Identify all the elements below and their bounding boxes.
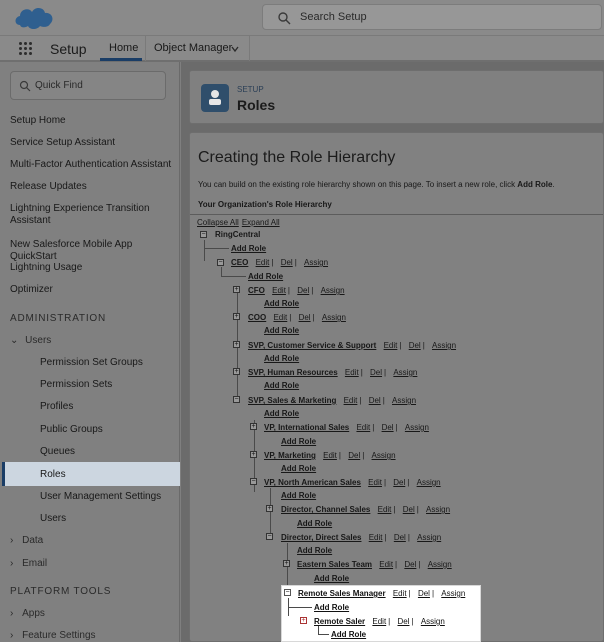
sep: |: [271, 258, 274, 267]
add-role-link[interactable]: Add Role: [248, 272, 284, 281]
assign-link[interactable]: Assign: [321, 313, 346, 322]
apps-group[interactable]: [10, 608, 45, 619]
assign-link[interactable]: Assign: [304, 258, 329, 267]
sep: |: [399, 341, 402, 350]
role-vp-international-sales: [264, 423, 429, 433]
del-link[interactable]: Del: [408, 341, 421, 350]
content-description: [198, 180, 555, 189]
role-cfo: [248, 286, 345, 296]
add-role-link[interactable]: Add Role: [281, 437, 317, 446]
data-group[interactable]: [10, 535, 43, 546]
tree-controls: [197, 218, 283, 227]
edit-link[interactable]: Edit: [344, 368, 359, 377]
role-name[interactable]: Eastern Sales Team: [297, 560, 373, 569]
sidebar-item-profiles[interactable]: Profiles: [40, 401, 74, 412]
breadcrumb-setup: SETUP: [237, 85, 264, 94]
sep: |: [338, 451, 341, 460]
sidebar-item-roles[interactable]: Roles: [40, 469, 66, 480]
sep: |: [408, 589, 411, 598]
role-name[interactable]: SVP, Customer Service & Support: [248, 341, 377, 350]
sidebar-item-release-updates[interactable]: Release Updates: [10, 181, 87, 192]
sidebar-item-permission-sets[interactable]: Permission Sets: [40, 379, 113, 390]
del-link[interactable]: Del: [368, 396, 381, 405]
chevron-down-icon: [231, 45, 239, 53]
sep: |: [416, 505, 419, 514]
role-name[interactable]: Director, Channel Sales: [281, 505, 371, 514]
role-ringcentral: [215, 230, 260, 240]
global-header: [0, 0, 604, 35]
tree-connector: [204, 240, 205, 261]
tree-connector: [318, 634, 329, 635]
expand-toggle[interactable]: +: [251, 423, 256, 430]
assign-link[interactable]: Assign: [393, 368, 418, 377]
add-role-link[interactable]: Add Role: [314, 574, 350, 583]
del-link[interactable]: Del: [370, 368, 383, 377]
role-director-direct-sales: [281, 533, 441, 543]
expand-all-link[interactable]: Expand All: [241, 218, 280, 227]
collapse-toggle[interactable]: −: [251, 478, 256, 485]
users-group-label: Users: [25, 335, 52, 346]
role-svp-customer-service: [248, 341, 456, 351]
del-link[interactable]: Del: [297, 286, 310, 295]
expand-toggle[interactable]: +: [234, 286, 239, 293]
add-role-link[interactable]: Add Role: [264, 354, 300, 363]
sep: |: [382, 396, 385, 405]
setup-sidebar: [0, 62, 180, 642]
sep: |: [411, 617, 414, 626]
edit-link[interactable]: Edit: [255, 258, 270, 267]
expand-toggle[interactable]: +: [267, 505, 272, 512]
role-name[interactable]: VP, International Sales: [264, 423, 350, 432]
sep: |: [359, 396, 362, 405]
expand-toggle[interactable]: +: [301, 617, 306, 624]
sidebar-item-public-groups[interactable]: Public Groups: [40, 424, 103, 435]
sidebar-item-user-management-settings[interactable]: User Management Settings: [40, 491, 162, 502]
app-nav-bar: [0, 35, 604, 62]
salesforce-logo[interactable]: [12, 3, 56, 33]
chevron-right-icon: ›: [10, 558, 14, 569]
add-role-link[interactable]: Add Role: [281, 491, 317, 500]
content-title: Creating the Role Hierarchy: [198, 149, 396, 166]
chevron-right-icon: ›: [10, 608, 14, 619]
assign-link[interactable]: Assign: [416, 478, 441, 487]
expand-toggle[interactable]: +: [234, 313, 239, 320]
users-group[interactable]: [10, 335, 51, 346]
edit-link[interactable]: Edit: [343, 396, 358, 405]
role-name[interactable]: SVP, Sales & Marketing: [248, 396, 337, 405]
assign-link[interactable]: Assign: [420, 617, 445, 626]
quick-find-placeholder: Quick Find: [35, 80, 83, 91]
sidebar-item-mfa-assistant[interactable]: Multi-Factor Authentication Assistant: [10, 159, 172, 170]
feature-settings-group-label: Feature Settings: [22, 630, 96, 641]
desc-text: You can build on the existing role hierarchy shown on this page. To insert a new role, click: [198, 180, 518, 189]
edit-link[interactable]: Edit: [379, 560, 394, 569]
data-group-label: Data: [22, 535, 44, 546]
expand-toggle[interactable]: +: [284, 560, 289, 567]
add-role-link[interactable]: Add Role: [264, 299, 300, 308]
role-eastern-sales-team: [297, 560, 452, 570]
quick-find-input[interactable]: [10, 71, 166, 100]
role-name[interactable]: SVP, Human Resources: [248, 368, 338, 377]
sidebar-item-lightning-usage[interactable]: Lightning Usage: [10, 262, 83, 273]
role-vp-north-american-sales: [264, 478, 441, 488]
collapse-toggle[interactable]: −: [285, 589, 290, 596]
edit-link[interactable]: Edit: [372, 617, 387, 626]
chevron-right-icon: ›: [10, 535, 14, 546]
del-link[interactable]: Del: [298, 313, 311, 322]
add-role-link[interactable]: Add Role: [297, 519, 333, 528]
chevron-down-icon: ⌄: [10, 335, 19, 346]
del-link[interactable]: Del: [348, 451, 361, 460]
collapse-toggle[interactable]: −: [201, 231, 206, 238]
role-name[interactable]: Remote Saler: [314, 617, 366, 626]
assign-link[interactable]: Assign: [392, 396, 417, 405]
search-placeholder: Search Setup: [300, 11, 367, 23]
role-remote-sales-manager: [298, 589, 465, 599]
sep: |: [422, 341, 425, 350]
feature-settings-group[interactable]: [10, 630, 96, 641]
edit-link[interactable]: Edit: [368, 478, 382, 487]
sep: |: [393, 505, 396, 514]
del-link[interactable]: Del: [393, 533, 406, 542]
edit-link[interactable]: Edit: [323, 451, 337, 460]
tab-object-manager[interactable]: [145, 36, 250, 61]
del-link[interactable]: Del: [417, 589, 430, 598]
role-name[interactable]: VP, North American Sales: [264, 478, 361, 487]
search-icon: [19, 80, 31, 92]
sep: |: [395, 423, 398, 432]
desc-suffix: .: [552, 180, 555, 189]
sep: |: [312, 313, 315, 322]
sep: |: [294, 258, 297, 267]
chevron-right-icon: ›: [10, 630, 14, 641]
tab-home[interactable]: Home: [100, 36, 142, 61]
del-link[interactable]: Del: [393, 478, 406, 487]
add-role-link[interactable]: Add Role: [231, 244, 267, 253]
collapse-toggle[interactable]: −: [267, 533, 272, 540]
sep: |: [384, 368, 387, 377]
sep: |: [388, 617, 391, 626]
tree-connector: [270, 488, 271, 538]
role-name[interactable]: COO: [248, 313, 267, 322]
sep: |: [362, 451, 365, 460]
add-role-link[interactable]: Add Role: [314, 603, 350, 612]
role-name[interactable]: CEO: [231, 258, 249, 267]
role-name[interactable]: Remote Sales Manager: [298, 589, 386, 598]
role-name[interactable]: Director, Direct Sales: [281, 533, 362, 542]
sidebar-item-users[interactable]: Users: [40, 513, 67, 524]
collapse-toggle[interactable]: −: [234, 396, 239, 403]
tree-connector: [204, 248, 229, 249]
search-icon: [277, 11, 291, 25]
assign-link[interactable]: Assign: [371, 451, 396, 460]
page-header: [189, 70, 604, 124]
sidebar-item-mobile-quickstart[interactable]: New Salesforce Mobile App QuickStart: [10, 239, 133, 262]
sidebar-item-service-setup-assistant[interactable]: Service Setup Assistant: [10, 137, 116, 148]
edit-link[interactable]: Edit: [392, 589, 407, 598]
search-setup-input[interactable]: [262, 4, 602, 30]
assign-link[interactable]: Assign: [417, 533, 442, 542]
collapse-toggle[interactable]: −: [218, 259, 223, 266]
assign-link[interactable]: Assign: [404, 423, 429, 432]
apps-group-label: Apps: [22, 608, 45, 619]
role-vp-marketing: [264, 451, 396, 461]
tree-connector: [221, 276, 246, 277]
del-link[interactable]: Del: [402, 505, 415, 514]
add-role-link[interactable]: Add Role: [281, 464, 317, 473]
role-director-channel-sales: [281, 505, 450, 515]
sep: |: [431, 589, 435, 598]
assign-link[interactable]: Assign: [427, 560, 452, 569]
tab-object-manager-label: Object Manager: [154, 42, 233, 54]
sep: |: [360, 368, 363, 377]
edit-link[interactable]: Edit: [356, 423, 371, 432]
section-platform-tools: PLATFORM TOOLS: [10, 586, 112, 597]
edit-link[interactable]: Edit: [272, 286, 286, 295]
sidebar-item-lightning-transition-assistant[interactable]: Lightning Experience Transition Assistant: [10, 203, 150, 226]
highlighted-region: [281, 585, 481, 642]
del-link[interactable]: Del: [397, 617, 410, 626]
sep: |: [407, 533, 410, 542]
del-link[interactable]: Del: [280, 258, 293, 267]
sep: |: [289, 313, 292, 322]
sep: |: [383, 478, 387, 487]
section-administration: ADMINISTRATION: [10, 313, 107, 324]
app-name: Setup: [50, 41, 87, 57]
add-role-link[interactable]: Add Role: [331, 630, 367, 639]
assign-link[interactable]: Assign: [432, 341, 457, 350]
role-name[interactable]: VP, Marketing: [264, 451, 316, 460]
role-svp-sales-marketing: [248, 396, 416, 406]
role-svp-human-resources: [248, 368, 417, 378]
role-remote-saler: [314, 617, 445, 627]
expand-toggle[interactable]: +: [251, 451, 256, 458]
page-title: Roles: [237, 97, 276, 113]
sep: |: [407, 478, 410, 487]
role-name[interactable]: RingCentral: [215, 230, 261, 239]
app-launcher-icon[interactable]: [19, 42, 33, 56]
edit-link[interactable]: Edit: [368, 533, 383, 542]
role-coo: [248, 313, 346, 323]
email-group[interactable]: [10, 558, 47, 569]
add-role-link[interactable]: Add Role: [264, 381, 300, 390]
edit-link[interactable]: Edit: [383, 341, 398, 350]
role-ceo: [231, 258, 328, 268]
del-link[interactable]: Del: [381, 423, 394, 432]
add-role-link[interactable]: Add Role: [297, 546, 333, 555]
assign-link[interactable]: Assign: [441, 589, 466, 598]
sep: |: [418, 560, 421, 569]
expand-toggle[interactable]: +: [234, 368, 239, 375]
collapse-all-link[interactable]: Collapse All: [197, 218, 239, 227]
tree-connector: [288, 607, 312, 608]
divider: [190, 214, 604, 215]
expand-toggle[interactable]: +: [234, 341, 239, 348]
role-name[interactable]: CFO: [248, 286, 265, 295]
sidebar-item-setup-home[interactable]: Setup Home: [10, 115, 66, 126]
sidebar-item-roles-selected[interactable]: [2, 462, 180, 486]
sidebar-item-optimizer[interactable]: Optimizer: [10, 284, 53, 295]
sep: |: [287, 286, 290, 295]
edit-link[interactable]: Edit: [273, 313, 288, 322]
assign-link[interactable]: Assign: [320, 286, 345, 295]
del-link[interactable]: Del: [404, 560, 417, 569]
sep: |: [395, 560, 398, 569]
email-group-label: Email: [22, 558, 48, 569]
sidebar-item-queues[interactable]: Queues: [40, 446, 76, 457]
add-role-link[interactable]: Add Role: [264, 326, 300, 335]
sep: |: [311, 286, 314, 295]
hierarchy-subtitle: Your Organization's Role Hierarchy: [198, 200, 332, 209]
assign-link[interactable]: Assign: [426, 505, 451, 514]
sep: |: [384, 533, 387, 542]
sidebar-item-permission-set-groups[interactable]: Permission Set Groups: [40, 357, 143, 368]
desc-bold: Add Role: [517, 180, 553, 189]
add-role-link[interactable]: Add Role: [264, 409, 300, 418]
edit-link[interactable]: Edit: [377, 505, 392, 514]
tree-connector: [318, 626, 319, 634]
roles-icon: [201, 84, 229, 112]
sep: |: [372, 423, 375, 432]
